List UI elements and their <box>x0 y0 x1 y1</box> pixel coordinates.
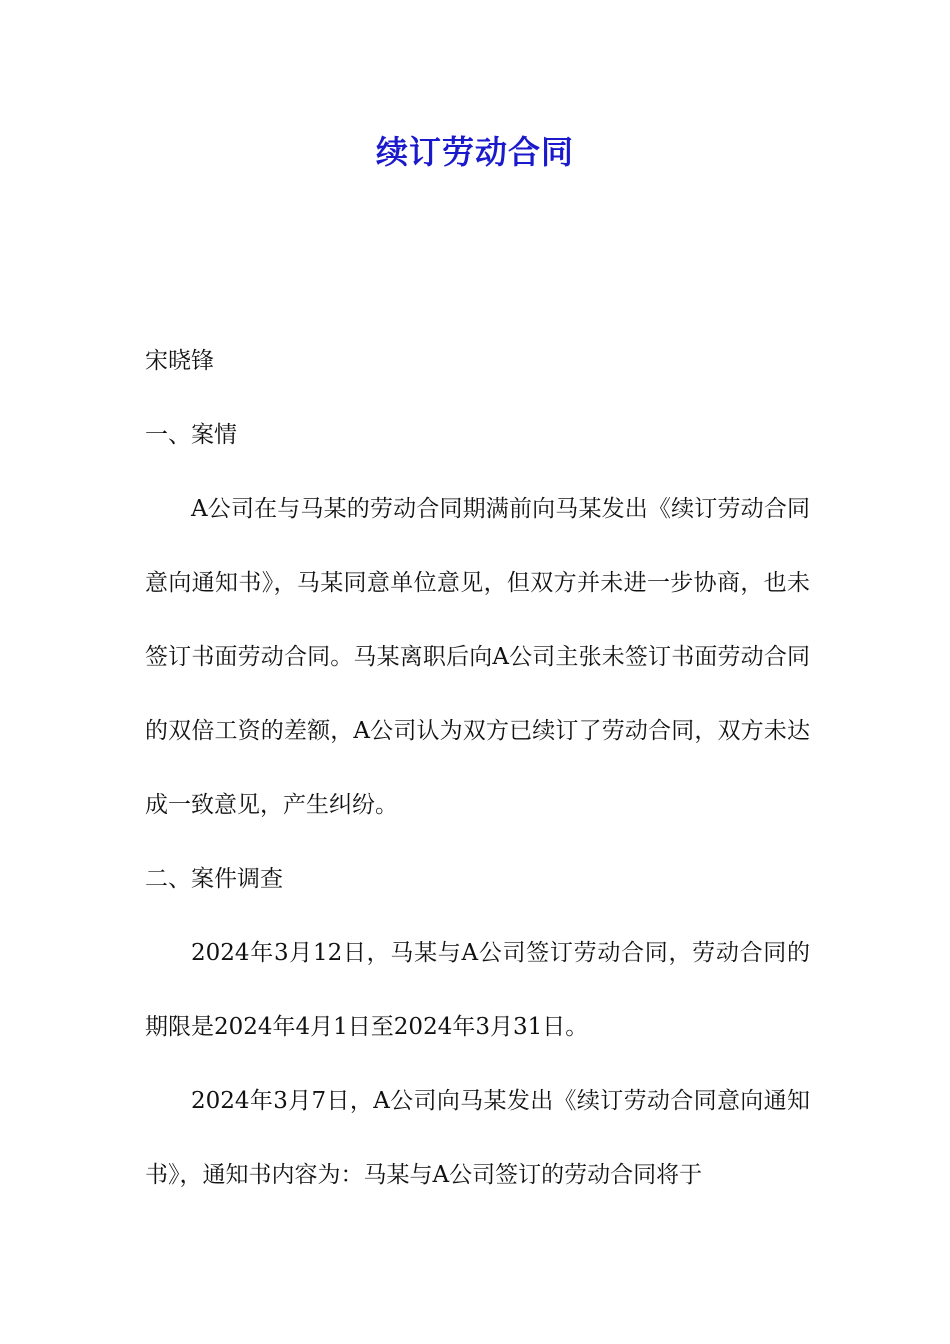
document-author: 宋晓锋 <box>145 348 214 374</box>
section-heading-case: 一、案情 <box>145 422 237 448</box>
document-body <box>145 398 810 1212</box>
section-heading-investigation: 二、案件调查 <box>145 866 283 892</box>
investigation-paragraph-1: 2024年3月12日，马某与A公司签订劳动合同，劳动合同的期限是2024年4月1日至2024年3月31日。 <box>145 940 810 1040</box>
investigation-paragraph-2: 2024年3月7日，A公司向马某发出《续订劳动合同意向通知书》，通知书内容为：马某与A公司签订的劳动合同将于 <box>145 1088 810 1188</box>
case-paragraph: A公司在与马某的劳动合同期满前向马某发出《续订劳动合同意向通知书》，马某同意单位意见，但双方并未进一步协商，也未签订书面劳动合同。马某离职后向A公司主张未签订书面劳动合同的双倍工资的差额，A公司认为双方已续订了劳动合同，双方未达成一致意见，产生纠纷。 <box>145 496 810 818</box>
document-title: 续订劳动合同 <box>375 133 574 171</box>
